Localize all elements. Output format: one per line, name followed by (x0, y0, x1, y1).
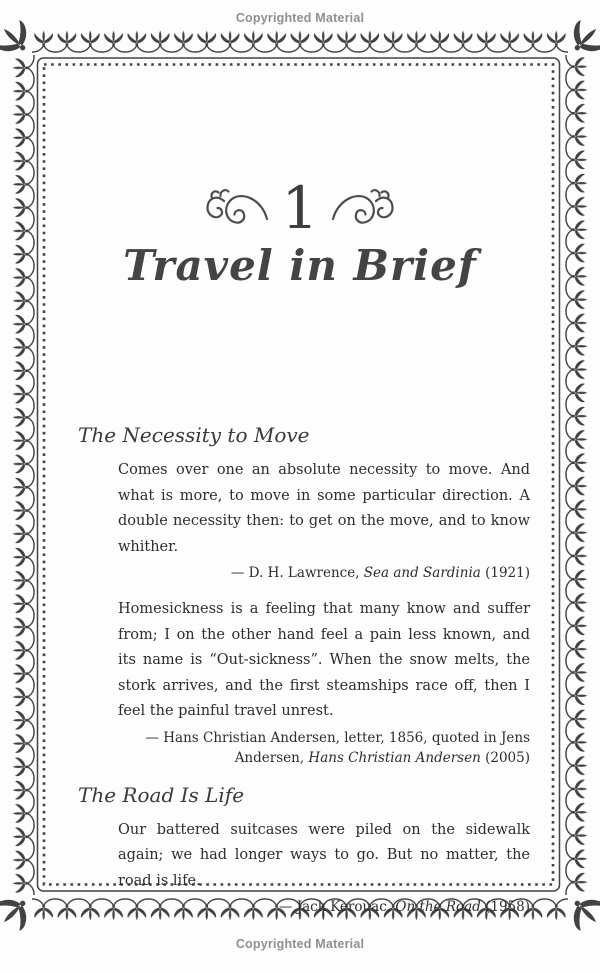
quote-text: Comes over one an absolute necessity to move. And what is more, to move in some particular direction. A double necessity then: to get on the move, and to know whither. (118, 462, 530, 555)
section-heading: The Necessity to Move (78, 423, 310, 447)
quote-text: Our battered suitcases were piled on the sidewalk again; we had longer ways to go. But no matter, the road is life. (118, 821, 530, 889)
quote-block (118, 458, 530, 583)
quote-block (118, 818, 530, 918)
quote-attribution: — Hans Christian Andersen, letter, 1856, quoted in Jens Andersen, Hans Christian Andersen (2005) (145, 729, 530, 766)
quote-text: Homesickness is a feeling that many know and suffer from; I on the other hand feel a pain less known, and its name is “Out-sickness”. When the snow melts, the stork arrives, and the first steamships race off, then I feel the painful travel unrest. (118, 601, 530, 719)
chapter-number: 1 (281, 174, 319, 242)
page-content (78, 422, 530, 931)
copyright-top-label: Copyrighted Material (235, 11, 365, 25)
quote-block (118, 597, 530, 768)
swirl-flourish-left-icon (205, 186, 269, 230)
quote-attribution: — Jack Kerouac, On the Road (1958) (278, 899, 530, 915)
swirl-flourish-right-icon (331, 186, 395, 230)
section-road-is-life (78, 782, 530, 918)
copyright-bottom-label: Copyrighted Material (235, 937, 365, 951)
quote-attribution: — D. H. Lawrence, Sea and Sardinia (1921) (230, 565, 530, 581)
section-necessity-to-move (78, 422, 530, 768)
chapter-head (0, 174, 600, 242)
section-heading: The Road Is Life (78, 782, 245, 807)
chapter-title: Travel in Brief (123, 241, 477, 290)
